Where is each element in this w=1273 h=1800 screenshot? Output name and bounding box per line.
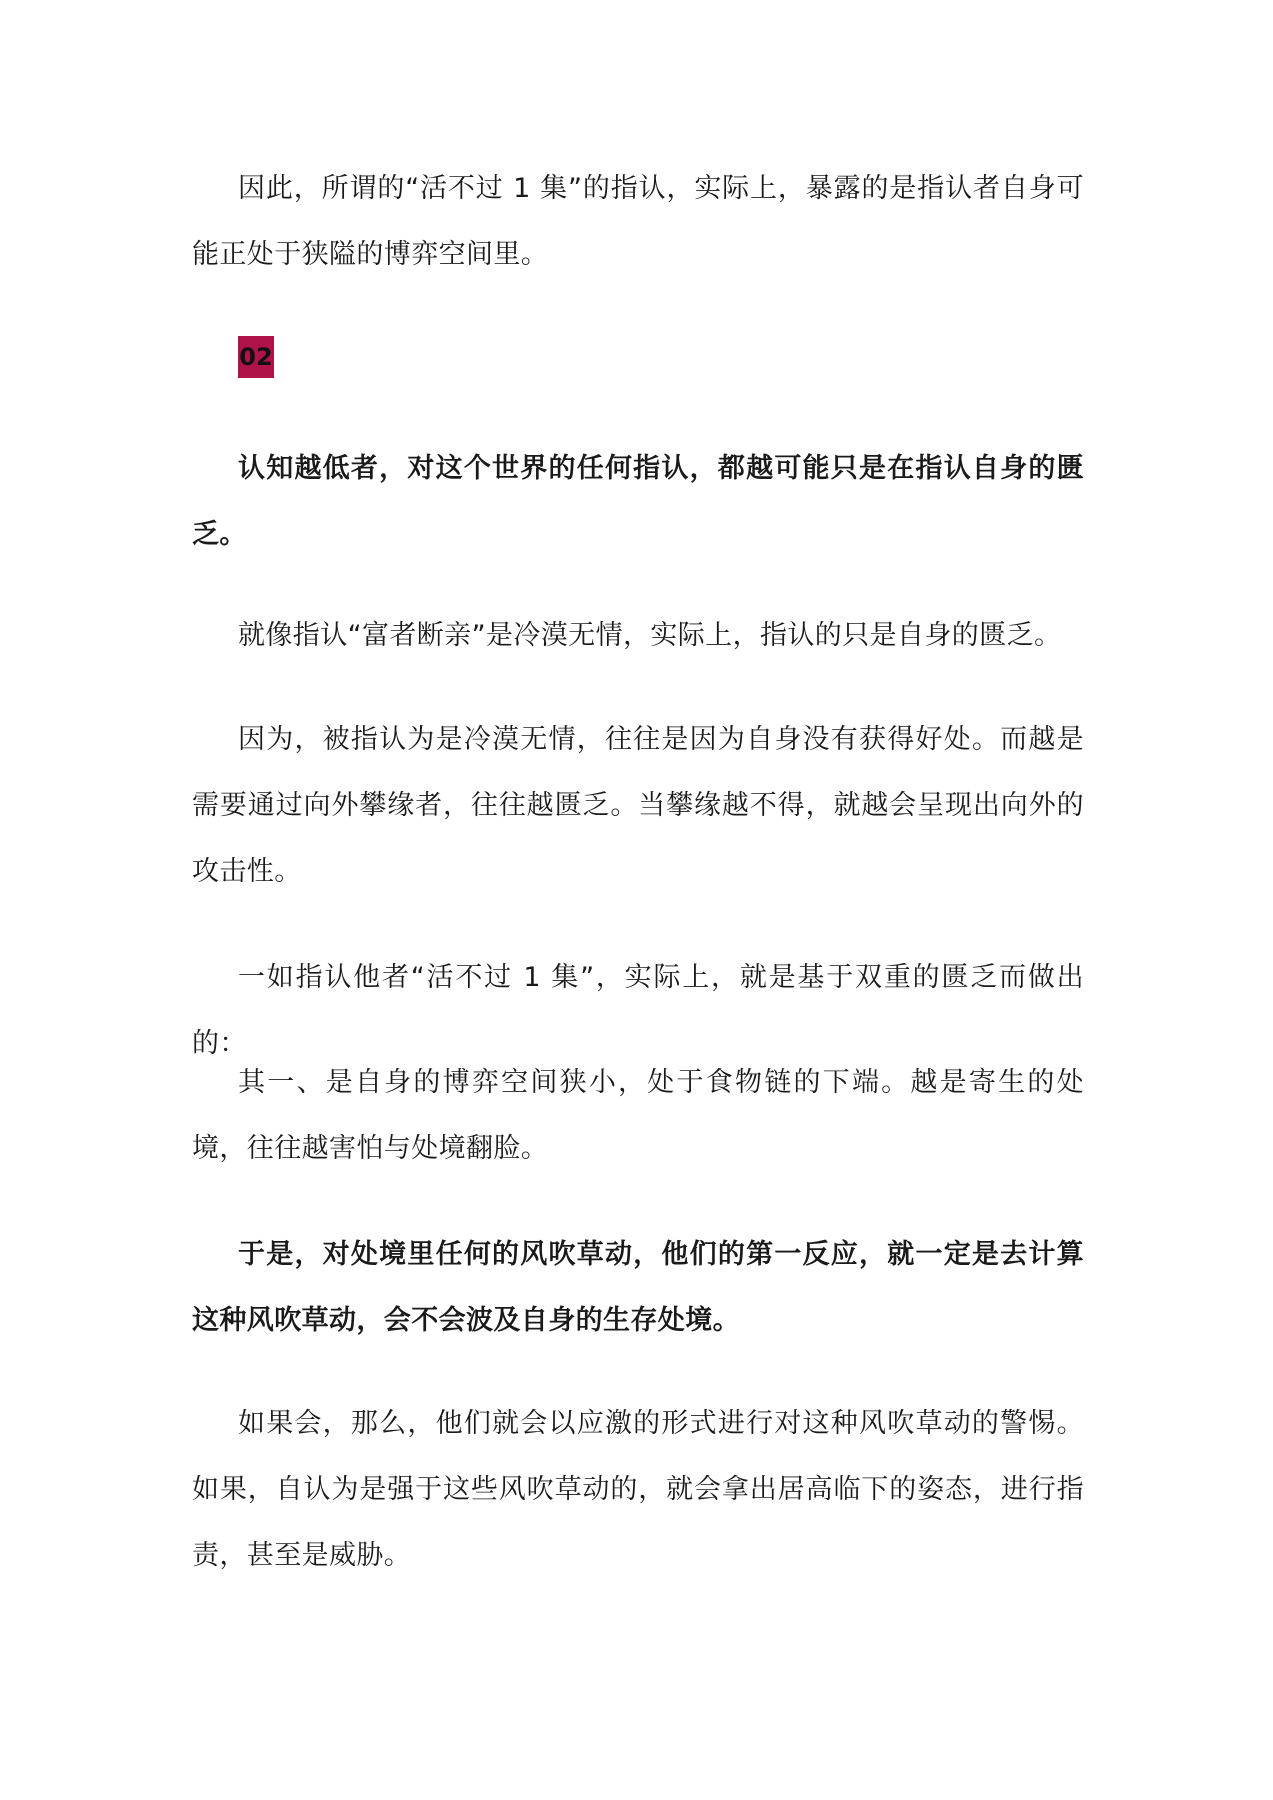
paragraph-3: 就像指认“富者断亲”是冷漠无情，实际上，指认的只是自身的匮乏。 (238, 620, 1062, 651)
paragraph-7-bold: 于是，对处境里任何的风吹草动，他们的第一反应，就一定是去计算这种风吹草动，会不会波及自身的生存处境。 (192, 1239, 1084, 1336)
paragraph-6: 其一、是自身的博弈空间狭小，处于食物链的下端。越是寄生的处境，往往越害怕与处境翻脸。 (192, 1067, 1084, 1164)
paragraph-2-bold: 认知越低者，对这个世界的任何指认，都越可能只是在指认自身的匮乏。 (192, 453, 1084, 550)
section-number-badge: 02 (238, 336, 274, 378)
paragraph-5: 一如指认他者“活不过 1 集”，实际上，就是基于双重的匮乏而做出的： (192, 962, 1084, 1059)
paragraph-8: 如果会，那么，他们就会以应激的形式进行对这种风吹草动的警惕。如果，自认为是强于这些风吹草动的，就会拿出居高临下的姿态，进行指责，甚至是威胁。 (192, 1408, 1084, 1571)
paragraph-4: 因为，被指认为是冷漠无情，往往是因为自身没有获得好处。而越是需要通过向外攀缘者，往往越匮乏。当攀缘越不得，就越会呈现出向外的攻击性。 (192, 724, 1084, 887)
paragraph-1: 因此，所谓的“活不过 1 集”的指认，实际上，暴露的是指认者自身可能正处于狭隘的博弈空间里。 (192, 173, 1084, 270)
